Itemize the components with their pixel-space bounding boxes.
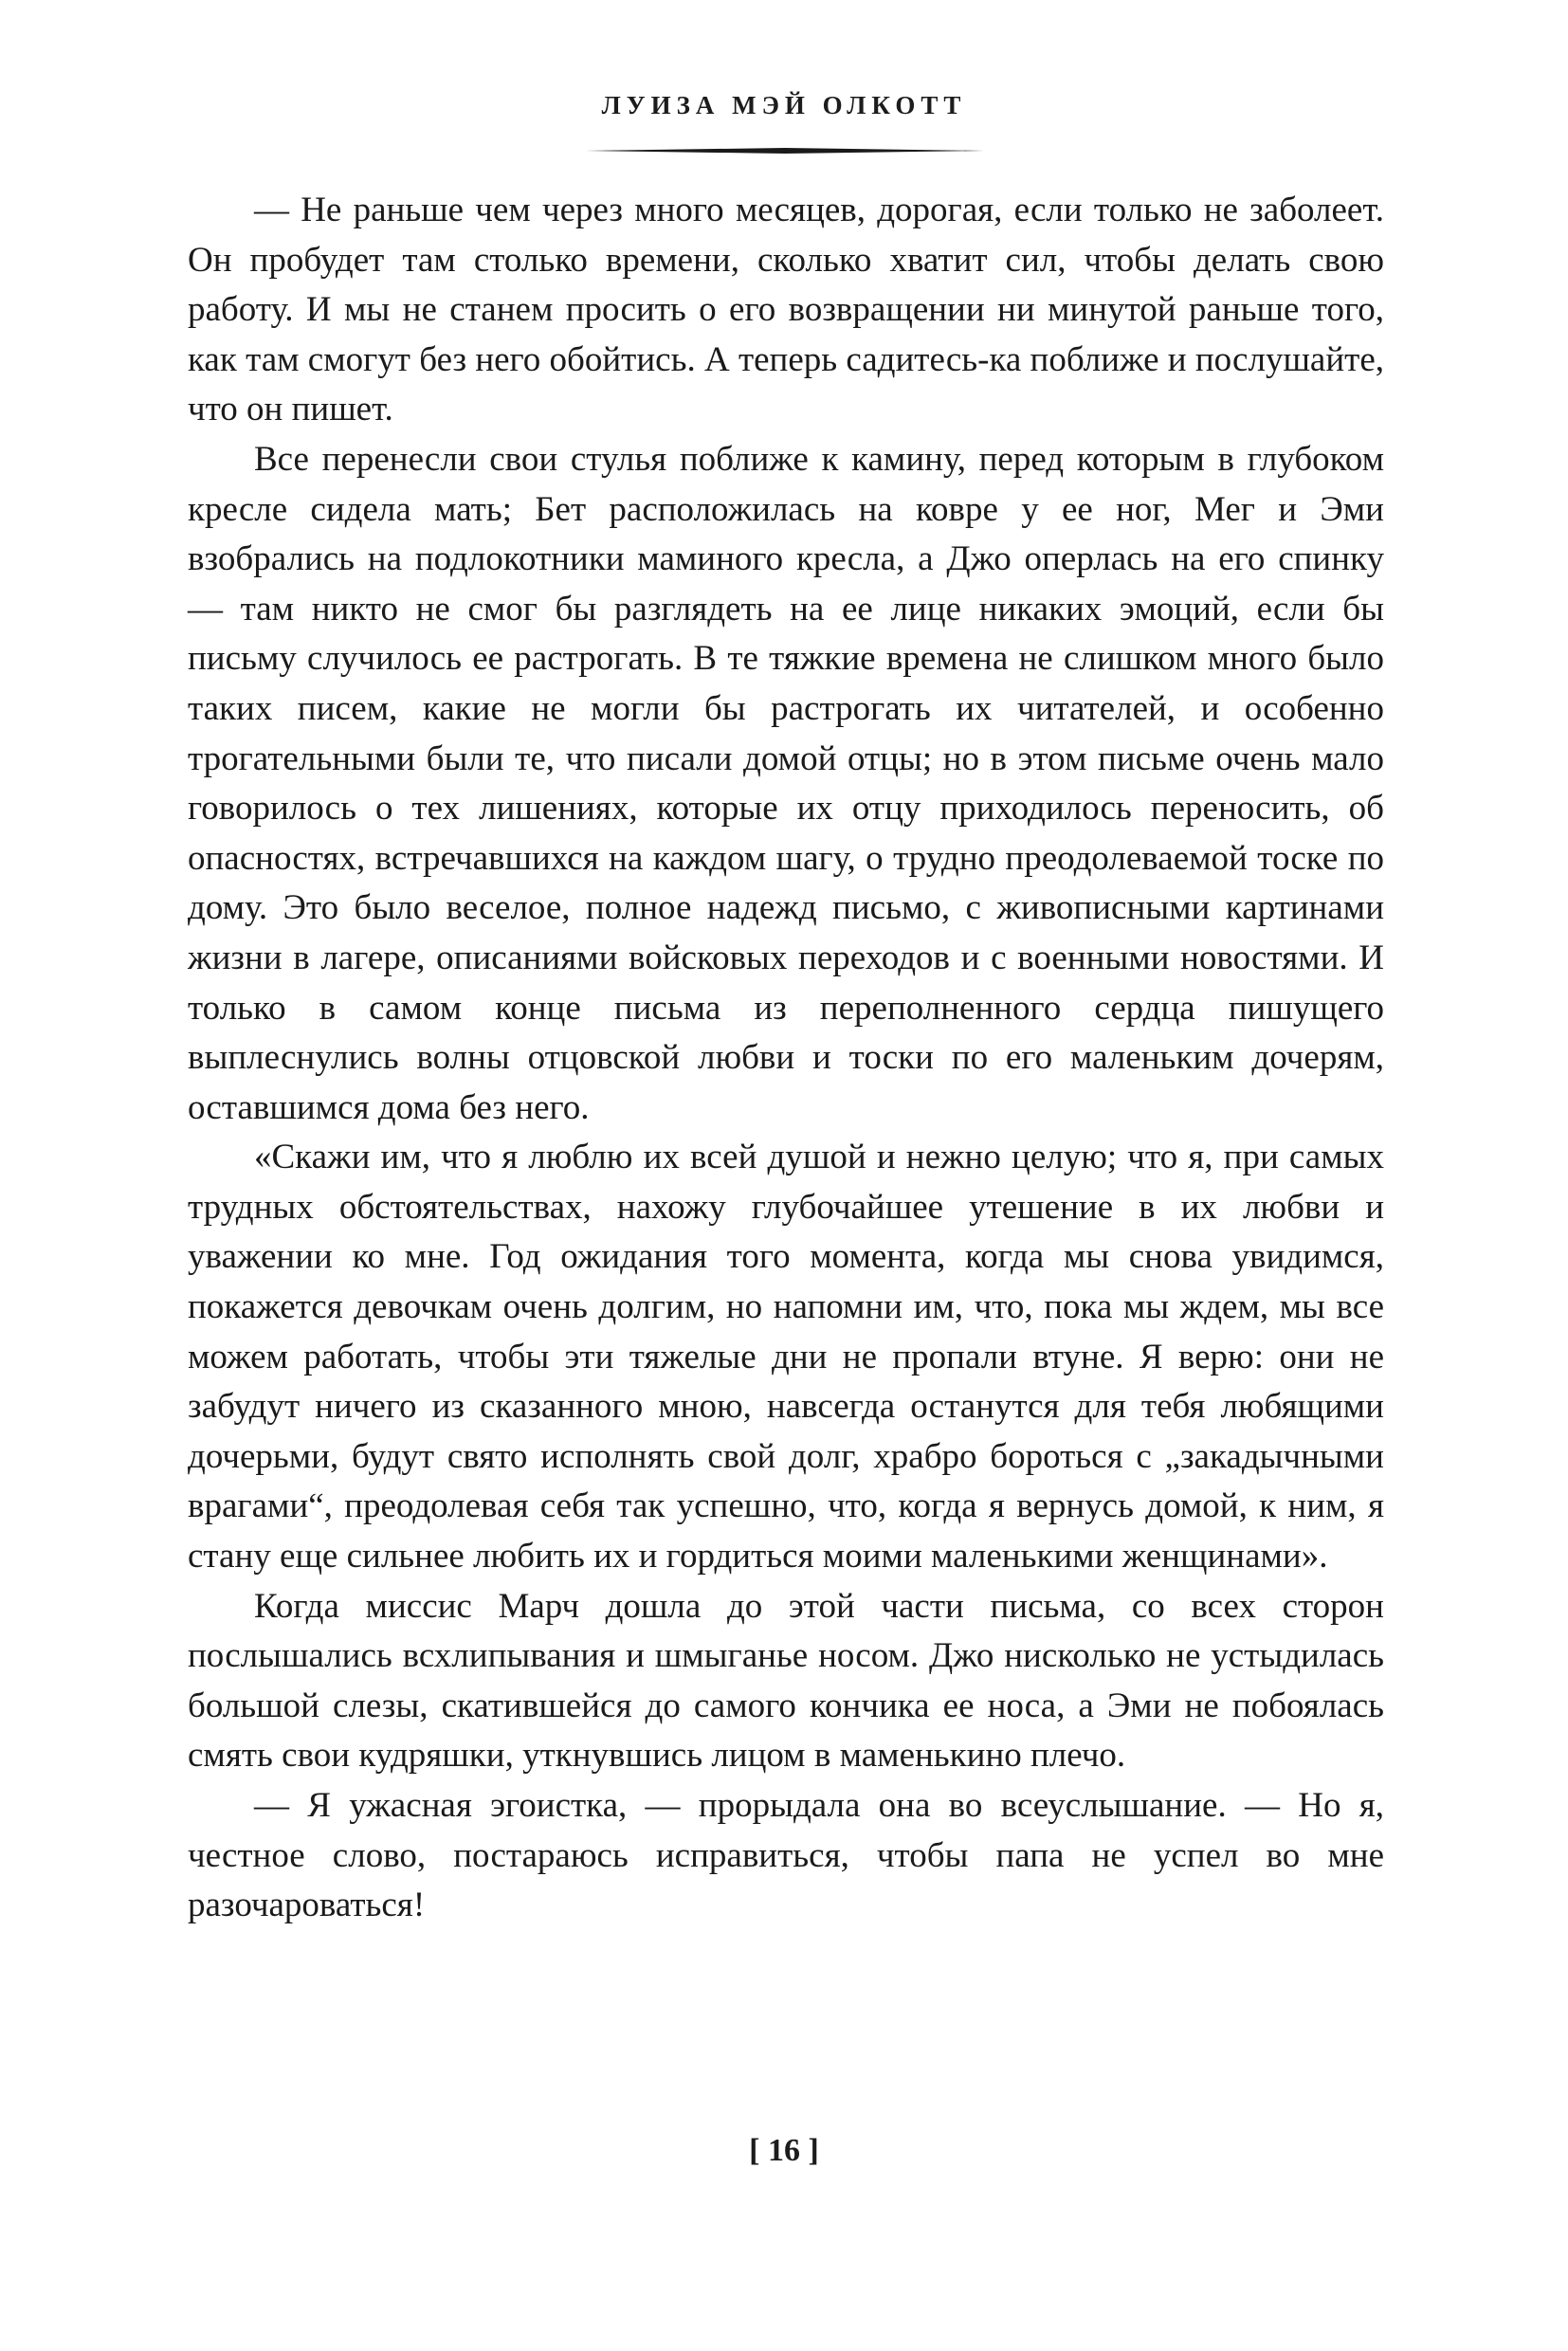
tapered-rule-icon: [586, 148, 984, 154]
paragraph: — Я ужасная эгоистка, — прорыдала она во всеуслышание. — Но я, честное слово, постараюсь исправиться, чтобы папа не успел во мне разочароваться!: [188, 1786, 1384, 1925]
header-ornament-rule: [586, 148, 984, 154]
paragraph: — Не раньше чем через много месяцев, дорогая, если только не заболеет. Он пробудет там столько времени, сколько хватит сил, чтобы делать свою работу. И мы не станем просить о его возвращении ни минутой раньше того, как там смогут без него обойтись. А теперь садитесь-ка поближе и послушайте, что он пишет.: [188, 191, 1384, 429]
page-number: [ 16 ]: [749, 2133, 819, 2168]
body-text: [188, 186, 1384, 1931]
paragraph: Все перенесли свои стулья поближе к камину, перед которым в глубоком кресле сидела мать; Бет расположилась на ковре у ее ног, Мег и Эми взобрались на подлокотники маминого кресла, а Джо оперлась на его спинку — там никто не смог бы разглядеть на ее лице никаких эмоций, если бы письму случилось ее растрогать. В те тяжкие времена не слишком много было таких писем, какие не могли бы растрогать их читателей, и особенно трогательными были те, что писали домой отцы; но в этом письме очень мало говорилось о тех лишениях, которые их отцу приходилось переносить, об опасностях, встречавшихся на каждом шагу, о трудно преодолеваемой тоске по дому. Это было веселое, полное надежд письмо, с живописными картинами жизни в лагере, описаниями войсковых переходов и с военными новостями. И только в самом конце письма из переполненного сердца пишущего выплеснулись волны отцовской любви и тоски по его маленьким дочерям, оставшимся дома без него.: [188, 439, 1384, 1127]
running-head-title: ЛУИЗА МЭЙ ОЛКОТТ: [601, 91, 967, 119]
paragraph: Когда миссис Марч дошла до этой части письма, со всех сторон послышались всхлипывания и шмыганье носом. Джо нисколько не устыдилась большой слезы, скатившейся до самого кончика ее носа, а Эми не побоялась смять свои кудряшки, уткнувшись лицом в маменькино плечо.: [188, 1586, 1384, 1776]
paragraph: «Скажи им, что я люблю их всей душой и нежно целую; что я, при самых трудных обстоятельствах, нахожу глубочайшее утешение в их любви и уважении ко мне. Год ожидания того момента, когда мы снова увидимся, покажется девочкам очень долгим, но напомни им, что, пока мы ждем, мы все можем работать, чтобы эти тяжелые дни не пропали втуне. Я верю: они не забудут ничего из сказанного мною, навсегда останутся для тебя любящими дочерьми, будут свято исполнять свой долг, храбро бороться с „закадычными врагами“, преодолевая себя так успешно, что, когда я вернусь домой, к ним, я стану еще сильнее любить их и гордиться моими маленькими женщинами».: [188, 1138, 1384, 1576]
running-head: [0, 91, 1568, 120]
